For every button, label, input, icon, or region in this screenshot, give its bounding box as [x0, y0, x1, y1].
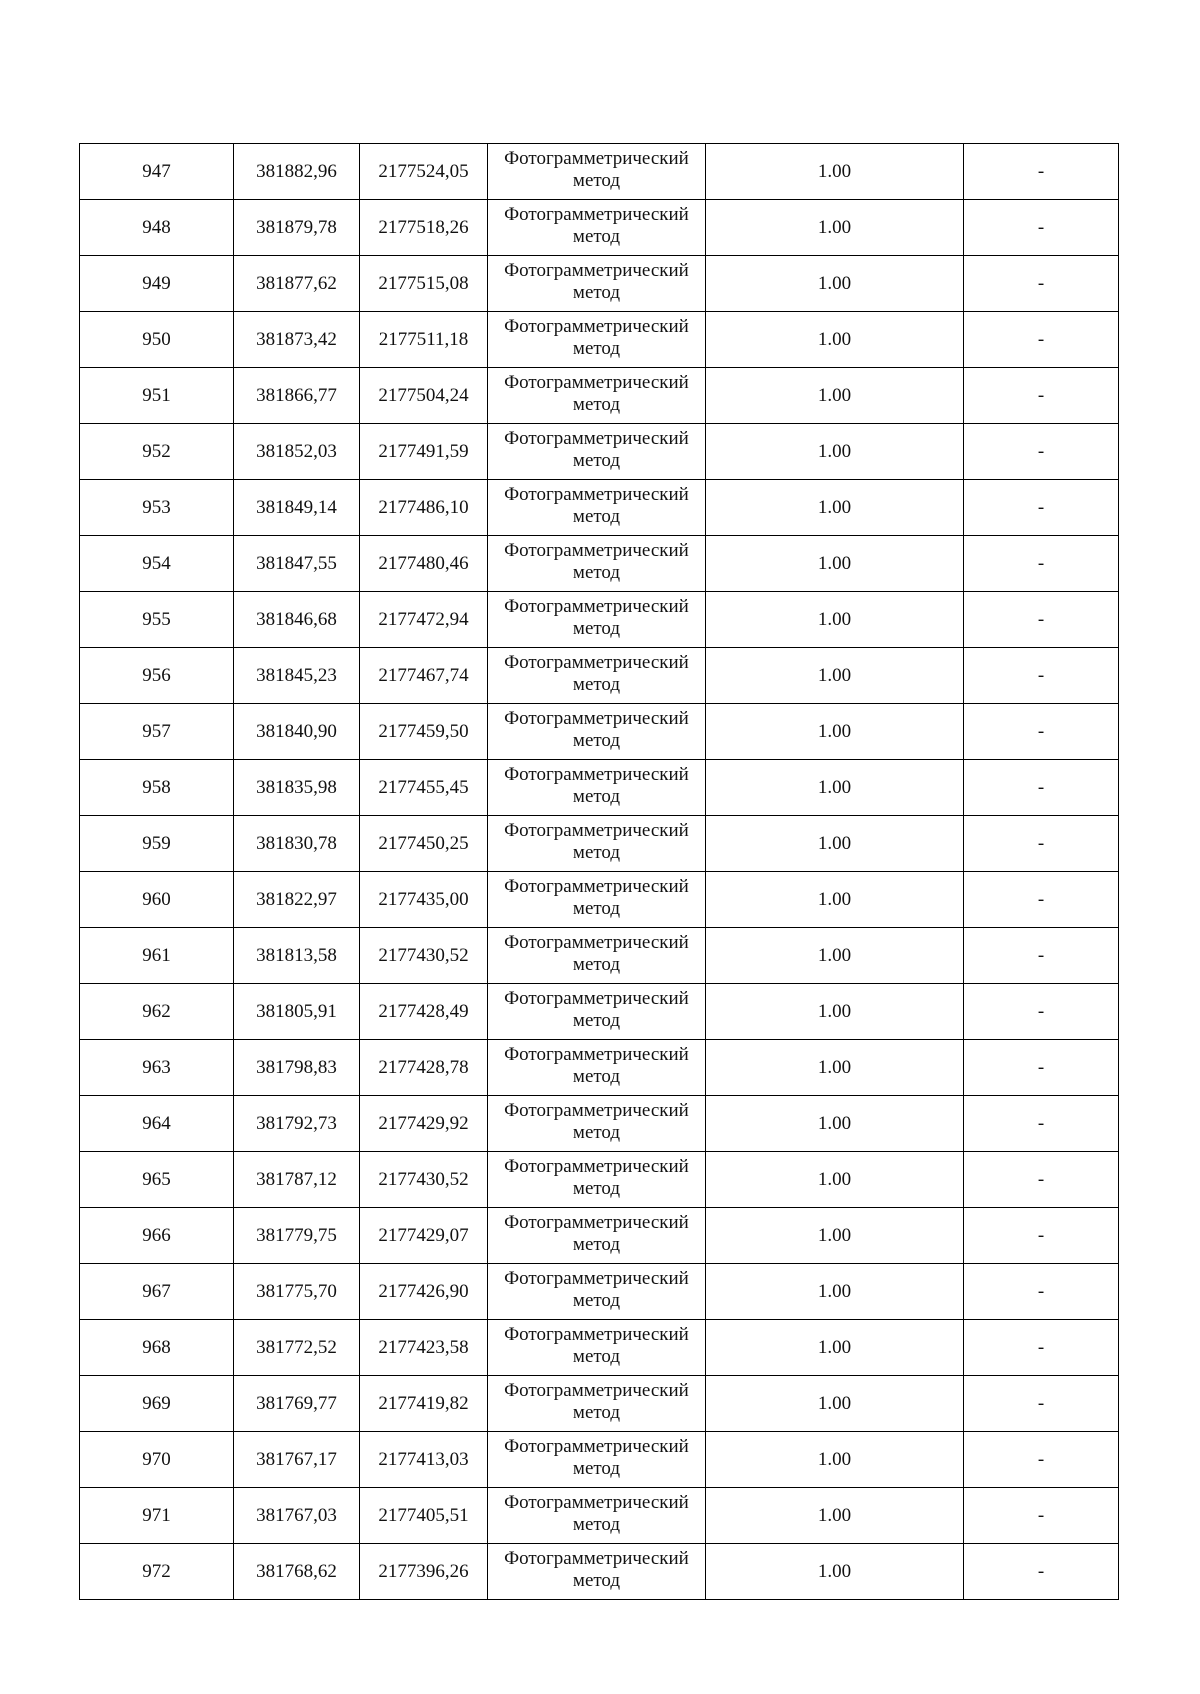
accuracy-cell: 1.00: [706, 1096, 964, 1152]
method-cell: [488, 536, 706, 592]
method-text-line2: метод: [572, 225, 621, 247]
method-cell: [488, 1152, 706, 1208]
x-coordinate-cell: 381866,77: [234, 368, 360, 424]
y-coordinate-cell: 2177459,50: [360, 704, 488, 760]
y-coordinate-cell: 2177413,03: [360, 1432, 488, 1488]
y-coordinate-cell: 2177467,74: [360, 648, 488, 704]
method-text-line2: метод: [572, 1009, 621, 1031]
method-text-line2: метод: [572, 505, 621, 527]
accuracy-cell: 1.00: [706, 872, 964, 928]
point-number-cell: 949: [80, 256, 234, 312]
point-number-cell: 970: [80, 1432, 234, 1488]
note-cell: -: [964, 144, 1119, 200]
method-text-line2: метод: [572, 1121, 621, 1143]
method-cell: [488, 1040, 706, 1096]
accuracy-cell: 1.00: [706, 1152, 964, 1208]
table-row: [80, 1376, 1119, 1432]
method-text-line1: Фотограмметрический: [504, 763, 689, 785]
note-cell: -: [964, 704, 1119, 760]
point-number-cell: 967: [80, 1264, 234, 1320]
accuracy-cell: 1.00: [706, 144, 964, 200]
accuracy-cell: 1.00: [706, 1432, 964, 1488]
note-cell: -: [964, 816, 1119, 872]
method-text-line1: Фотограмметрический: [504, 1043, 689, 1065]
method-cell: [488, 1432, 706, 1488]
method-text-line1: Фотограмметрический: [504, 203, 689, 225]
method-text-line2: метод: [572, 1065, 621, 1087]
method-text-line1: Фотограмметрический: [504, 1491, 689, 1513]
table-row: [80, 872, 1119, 928]
method-cell: [488, 368, 706, 424]
table-row: [80, 1040, 1119, 1096]
method-cell: [488, 312, 706, 368]
method-text-line1: Фотограмметрический: [504, 315, 689, 337]
y-coordinate-cell: 2177430,52: [360, 1152, 488, 1208]
point-number-cell: 971: [80, 1488, 234, 1544]
point-number-cell: 968: [80, 1320, 234, 1376]
y-coordinate-cell: 2177419,82: [360, 1376, 488, 1432]
x-coordinate-cell: 381768,62: [234, 1544, 360, 1600]
y-coordinate-cell: 2177455,45: [360, 760, 488, 816]
note-cell: -: [964, 760, 1119, 816]
point-number-cell: 964: [80, 1096, 234, 1152]
accuracy-cell: 1.00: [706, 536, 964, 592]
method-text-line1: Фотограмметрический: [504, 147, 689, 169]
y-coordinate-cell: 2177511,18: [360, 312, 488, 368]
accuracy-cell: 1.00: [706, 1208, 964, 1264]
note-cell: -: [964, 1040, 1119, 1096]
accuracy-cell: 1.00: [706, 368, 964, 424]
table-row: [80, 1208, 1119, 1264]
accuracy-cell: 1.00: [706, 480, 964, 536]
note-cell: -: [964, 200, 1119, 256]
x-coordinate-cell: 381849,14: [234, 480, 360, 536]
y-coordinate-cell: 2177428,78: [360, 1040, 488, 1096]
method-text-line2: метод: [572, 1233, 621, 1255]
method-cell: [488, 144, 706, 200]
accuracy-cell: 1.00: [706, 312, 964, 368]
method-cell: [488, 256, 706, 312]
method-text-line2: метод: [572, 337, 621, 359]
table-row: [80, 1544, 1119, 1600]
table-row: [80, 144, 1119, 200]
accuracy-cell: 1.00: [706, 816, 964, 872]
method-text-line2: метод: [572, 1457, 621, 1479]
accuracy-cell: 1.00: [706, 1264, 964, 1320]
method-cell: [488, 1096, 706, 1152]
method-cell: [488, 200, 706, 256]
method-text-line1: Фотограмметрический: [504, 987, 689, 1009]
note-cell: -: [964, 648, 1119, 704]
accuracy-cell: 1.00: [706, 200, 964, 256]
x-coordinate-cell: 381847,55: [234, 536, 360, 592]
method-text-line2: метод: [572, 729, 621, 751]
point-number-cell: 948: [80, 200, 234, 256]
table-row: [80, 1432, 1119, 1488]
method-cell: [488, 1320, 706, 1376]
point-number-cell: 947: [80, 144, 234, 200]
table-row: [80, 480, 1119, 536]
method-cell: [488, 816, 706, 872]
x-coordinate-cell: 381798,83: [234, 1040, 360, 1096]
table-row: [80, 1488, 1119, 1544]
x-coordinate-cell: 381845,23: [234, 648, 360, 704]
method-cell: [488, 592, 706, 648]
table-row: [80, 312, 1119, 368]
method-cell: [488, 1488, 706, 1544]
x-coordinate-cell: 381873,42: [234, 312, 360, 368]
x-coordinate-cell: 381830,78: [234, 816, 360, 872]
y-coordinate-cell: 2177435,00: [360, 872, 488, 928]
method-text-line2: метод: [572, 393, 621, 415]
method-text-line1: Фотограмметрический: [504, 651, 689, 673]
table-row: [80, 1096, 1119, 1152]
method-text-line2: метод: [572, 561, 621, 583]
x-coordinate-cell: 381779,75: [234, 1208, 360, 1264]
method-text-line2: метод: [572, 169, 621, 191]
y-coordinate-cell: 2177429,07: [360, 1208, 488, 1264]
accuracy-cell: 1.00: [706, 760, 964, 816]
table-row: [80, 1264, 1119, 1320]
table-row: [80, 592, 1119, 648]
note-cell: -: [964, 1096, 1119, 1152]
accuracy-cell: 1.00: [706, 1488, 964, 1544]
method-text-line1: Фотограмметрический: [504, 539, 689, 561]
method-text-line1: Фотограмметрический: [504, 1155, 689, 1177]
point-number-cell: 963: [80, 1040, 234, 1096]
method-cell: [488, 928, 706, 984]
method-text-line2: метод: [572, 449, 621, 471]
method-cell: [488, 480, 706, 536]
table-row: [80, 256, 1119, 312]
method-text-line1: Фотограмметрический: [504, 1435, 689, 1457]
x-coordinate-cell: 381805,91: [234, 984, 360, 1040]
method-text-line2: метод: [572, 617, 621, 639]
accuracy-cell: 1.00: [706, 704, 964, 760]
table-row: [80, 368, 1119, 424]
point-number-cell: 953: [80, 480, 234, 536]
method-text-line1: Фотограмметрический: [504, 707, 689, 729]
method-text-line2: метод: [572, 897, 621, 919]
note-cell: -: [964, 256, 1119, 312]
point-number-cell: 969: [80, 1376, 234, 1432]
note-cell: -: [964, 984, 1119, 1040]
point-number-cell: 957: [80, 704, 234, 760]
method-cell: [488, 704, 706, 760]
method-text-line2: метод: [572, 1401, 621, 1423]
method-cell: [488, 648, 706, 704]
point-number-cell: 960: [80, 872, 234, 928]
note-cell: -: [964, 480, 1119, 536]
table-row: [80, 648, 1119, 704]
x-coordinate-cell: 381882,96: [234, 144, 360, 200]
table-row: [80, 424, 1119, 480]
y-coordinate-cell: 2177486,10: [360, 480, 488, 536]
y-coordinate-cell: 2177472,94: [360, 592, 488, 648]
method-text-line1: Фотограмметрический: [504, 1323, 689, 1345]
table-row: [80, 704, 1119, 760]
point-number-cell: 972: [80, 1544, 234, 1600]
point-number-cell: 966: [80, 1208, 234, 1264]
accuracy-cell: 1.00: [706, 592, 964, 648]
x-coordinate-cell: 381835,98: [234, 760, 360, 816]
y-coordinate-cell: 2177450,25: [360, 816, 488, 872]
table-row: [80, 1152, 1119, 1208]
coordinates-table-body: [80, 144, 1119, 1600]
note-cell: -: [964, 1152, 1119, 1208]
y-coordinate-cell: 2177423,58: [360, 1320, 488, 1376]
y-coordinate-cell: 2177428,49: [360, 984, 488, 1040]
note-cell: -: [964, 1544, 1119, 1600]
point-number-cell: 955: [80, 592, 234, 648]
y-coordinate-cell: 2177515,08: [360, 256, 488, 312]
y-coordinate-cell: 2177429,92: [360, 1096, 488, 1152]
accuracy-cell: 1.00: [706, 928, 964, 984]
table-row: [80, 984, 1119, 1040]
table-row: [80, 928, 1119, 984]
method-text-line2: метод: [572, 785, 621, 807]
note-cell: -: [964, 1488, 1119, 1544]
point-number-cell: 954: [80, 536, 234, 592]
x-coordinate-cell: 381792,73: [234, 1096, 360, 1152]
method-text-line1: Фотограмметрический: [504, 1379, 689, 1401]
x-coordinate-cell: 381769,77: [234, 1376, 360, 1432]
accuracy-cell: 1.00: [706, 1320, 964, 1376]
method-cell: [488, 872, 706, 928]
method-cell: [488, 1208, 706, 1264]
table-row: [80, 1320, 1119, 1376]
method-text-line1: Фотограмметрический: [504, 259, 689, 281]
method-text-line1: Фотограмметрический: [504, 1211, 689, 1233]
note-cell: -: [964, 536, 1119, 592]
method-text-line2: метод: [572, 673, 621, 695]
method-text-line2: метод: [572, 1513, 621, 1535]
table-row: [80, 816, 1119, 872]
x-coordinate-cell: 381840,90: [234, 704, 360, 760]
method-cell: [488, 1376, 706, 1432]
method-text-line1: Фотограмметрический: [504, 1547, 689, 1569]
method-text-line2: метод: [572, 1345, 621, 1367]
point-number-cell: 950: [80, 312, 234, 368]
note-cell: -: [964, 928, 1119, 984]
method-text-line1: Фотограмметрический: [504, 1099, 689, 1121]
x-coordinate-cell: 381787,12: [234, 1152, 360, 1208]
method-text-line1: Фотограмметрический: [504, 483, 689, 505]
point-number-cell: 958: [80, 760, 234, 816]
method-text-line2: метод: [572, 841, 621, 863]
method-text-line2: метод: [572, 281, 621, 303]
point-number-cell: 956: [80, 648, 234, 704]
y-coordinate-cell: 2177426,90: [360, 1264, 488, 1320]
coordinates-table: [79, 143, 1119, 1600]
note-cell: -: [964, 1320, 1119, 1376]
x-coordinate-cell: 381879,78: [234, 200, 360, 256]
method-text-line2: метод: [572, 1289, 621, 1311]
method-text-line1: Фотограмметрический: [504, 371, 689, 393]
method-cell: [488, 984, 706, 1040]
x-coordinate-cell: 381877,62: [234, 256, 360, 312]
x-coordinate-cell: 381772,52: [234, 1320, 360, 1376]
method-text-line1: Фотограмметрический: [504, 1267, 689, 1289]
point-number-cell: 959: [80, 816, 234, 872]
y-coordinate-cell: 2177405,51: [360, 1488, 488, 1544]
y-coordinate-cell: 2177524,05: [360, 144, 488, 200]
y-coordinate-cell: 2177396,26: [360, 1544, 488, 1600]
note-cell: -: [964, 1264, 1119, 1320]
method-text-line1: Фотограмметрический: [504, 875, 689, 897]
method-text-line1: Фотограмметрический: [504, 595, 689, 617]
method-cell: [488, 1264, 706, 1320]
y-coordinate-cell: 2177480,46: [360, 536, 488, 592]
method-text-line1: Фотограмметрический: [504, 931, 689, 953]
method-cell: [488, 1544, 706, 1600]
y-coordinate-cell: 2177430,52: [360, 928, 488, 984]
note-cell: -: [964, 592, 1119, 648]
accuracy-cell: 1.00: [706, 256, 964, 312]
note-cell: -: [964, 424, 1119, 480]
y-coordinate-cell: 2177491,59: [360, 424, 488, 480]
accuracy-cell: 1.00: [706, 648, 964, 704]
method-text-line2: метод: [572, 1177, 621, 1199]
note-cell: -: [964, 312, 1119, 368]
accuracy-cell: 1.00: [706, 424, 964, 480]
table-row: [80, 760, 1119, 816]
accuracy-cell: 1.00: [706, 1376, 964, 1432]
x-coordinate-cell: 381846,68: [234, 592, 360, 648]
note-cell: -: [964, 1376, 1119, 1432]
accuracy-cell: 1.00: [706, 984, 964, 1040]
method-cell: [488, 760, 706, 816]
accuracy-cell: 1.00: [706, 1040, 964, 1096]
method-text-line2: метод: [572, 953, 621, 975]
table-row: [80, 536, 1119, 592]
method-text-line1: Фотограмметрический: [504, 819, 689, 841]
x-coordinate-cell: 381767,03: [234, 1488, 360, 1544]
method-text-line2: метод: [572, 1569, 621, 1591]
point-number-cell: 965: [80, 1152, 234, 1208]
accuracy-cell: 1.00: [706, 1544, 964, 1600]
method-text-line1: Фотограмметрический: [504, 427, 689, 449]
note-cell: -: [964, 1432, 1119, 1488]
point-number-cell: 952: [80, 424, 234, 480]
x-coordinate-cell: 381767,17: [234, 1432, 360, 1488]
y-coordinate-cell: 2177504,24: [360, 368, 488, 424]
x-coordinate-cell: 381775,70: [234, 1264, 360, 1320]
x-coordinate-cell: 381822,97: [234, 872, 360, 928]
method-cell: [488, 424, 706, 480]
note-cell: -: [964, 872, 1119, 928]
x-coordinate-cell: 381852,03: [234, 424, 360, 480]
table-row: [80, 200, 1119, 256]
note-cell: -: [964, 368, 1119, 424]
note-cell: -: [964, 1208, 1119, 1264]
point-number-cell: 951: [80, 368, 234, 424]
y-coordinate-cell: 2177518,26: [360, 200, 488, 256]
x-coordinate-cell: 381813,58: [234, 928, 360, 984]
point-number-cell: 962: [80, 984, 234, 1040]
point-number-cell: 961: [80, 928, 234, 984]
